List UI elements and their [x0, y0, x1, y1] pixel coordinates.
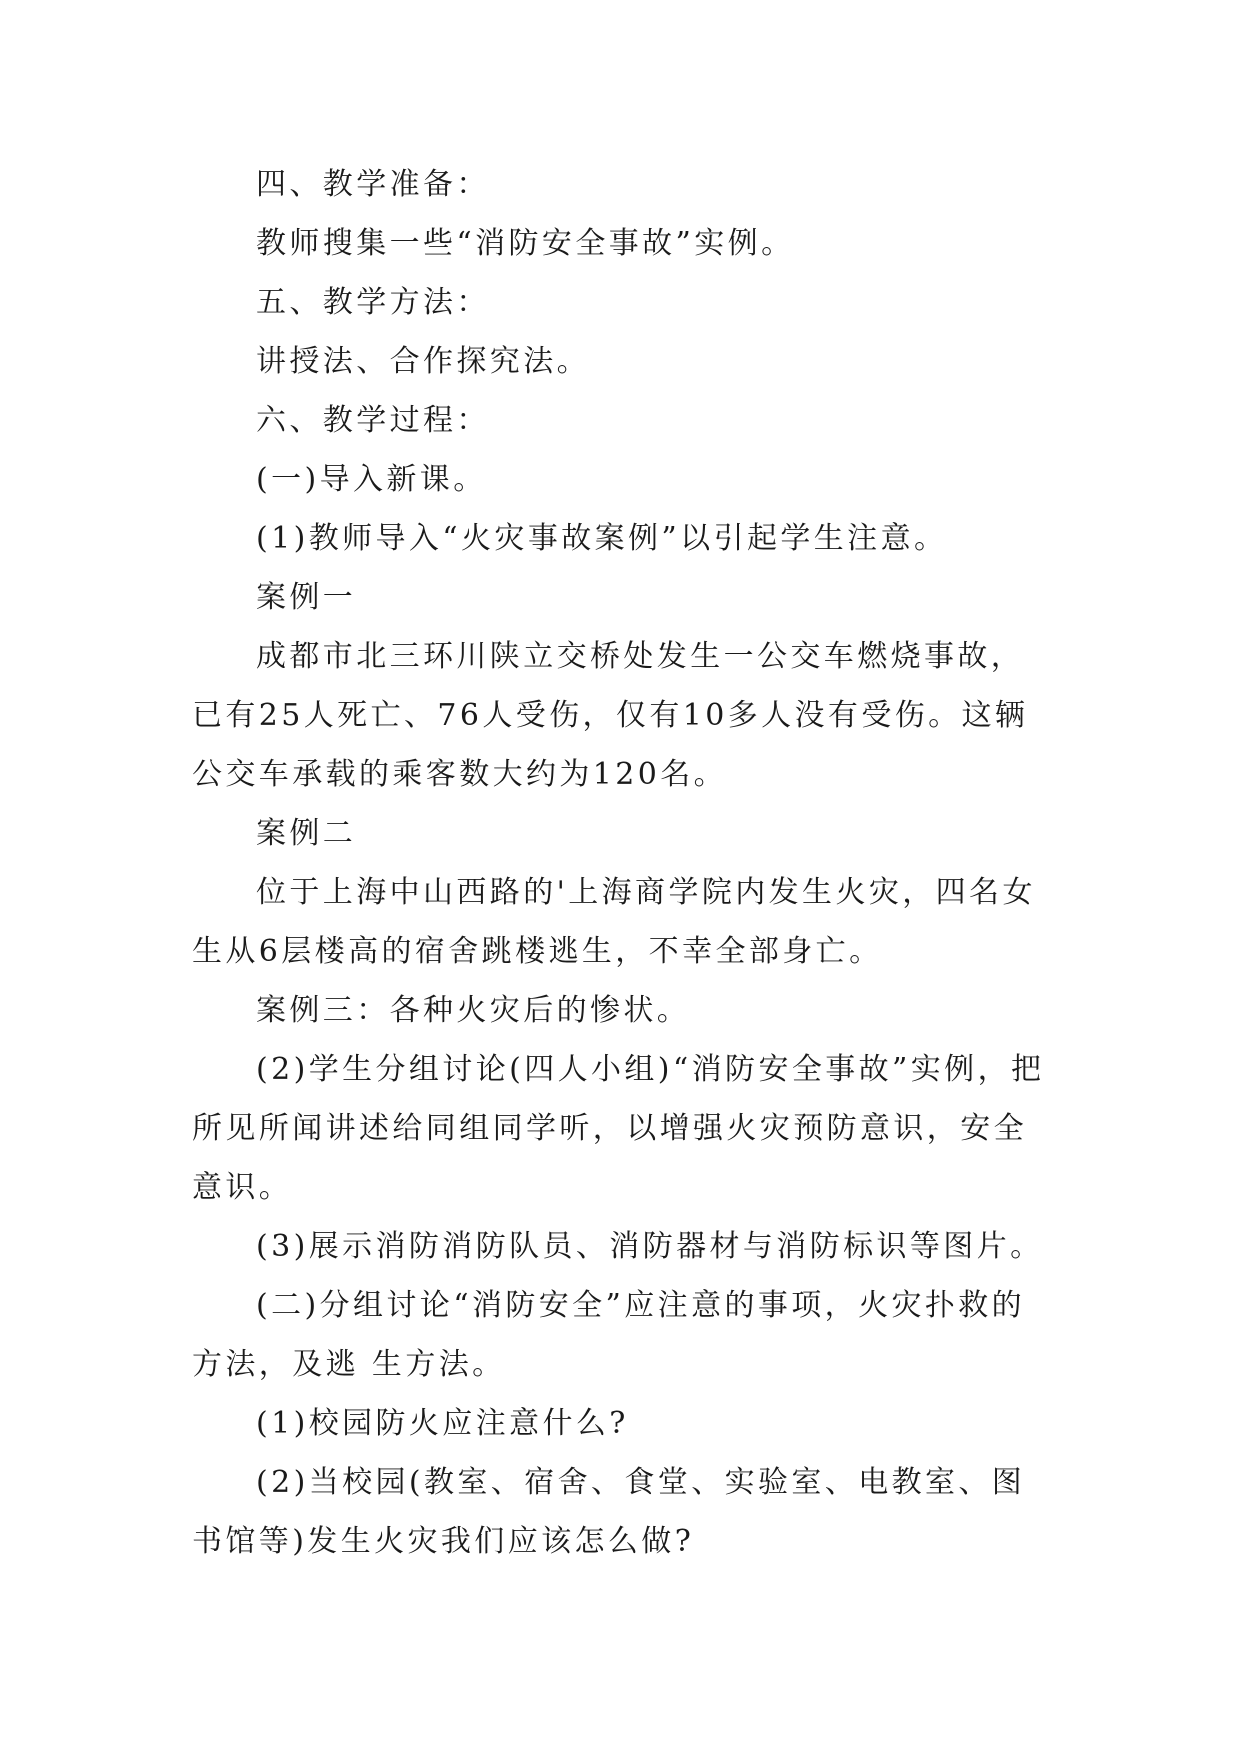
document-body [192, 155, 1052, 1571]
heading-teaching-preparation: 四、教学准备： [256, 167, 490, 202]
paragraph: (3)展示消防消防队员、消防器材与消防标识等图片。 [256, 1229, 1044, 1264]
paragraph: 讲授法、合作探究法。 [256, 344, 590, 379]
paragraph: (1)校园防火应注意什么? [256, 1406, 629, 1441]
case-label: 案例一 [256, 580, 357, 615]
case-label: 案例二 [256, 816, 357, 851]
case-label: 案例三：各种火灾后的惨状。 [256, 993, 691, 1028]
paragraph: (2)当校园(教室、宿舍、食堂、实验室、电教室、图书馆等)发生火灾我们应该怎么做? [192, 1465, 1026, 1559]
subheading: (二)分组讨论“消防安全”应注意的事项，火灾扑救的方法，及逃 生方法。 [192, 1288, 1026, 1382]
paragraph: 成都市北三环川陕立交桥处发生一公交车燃烧事故，已有25人死亡、76人受伤，仅有10多人没有受伤。这辆公交车承载的乘客数大约为120名。 [192, 639, 1029, 792]
paragraph: 教师搜集一些“消防安全事故”实例。 [256, 226, 795, 261]
paragraph: (1)教师导入“火灾事故案例”以引起学生注意。 [256, 521, 948, 556]
paragraph: (2)学生分组讨论(四人小组)“消防安全事故”实例，把所见所闻讲述给同组同学听，以增强火灾预防意识，安全意识。 [192, 1052, 1045, 1205]
subheading: (一)导入新课。 [256, 462, 487, 497]
paragraph: 位于上海中山西路的'上海商学院内发生火灾，四名女生从6层楼高的宿舍跳楼逃生，不幸全部身亡。 [192, 875, 1036, 969]
heading-teaching-process: 六、教学过程： [256, 403, 490, 438]
heading-teaching-method: 五、教学方法： [256, 285, 490, 320]
